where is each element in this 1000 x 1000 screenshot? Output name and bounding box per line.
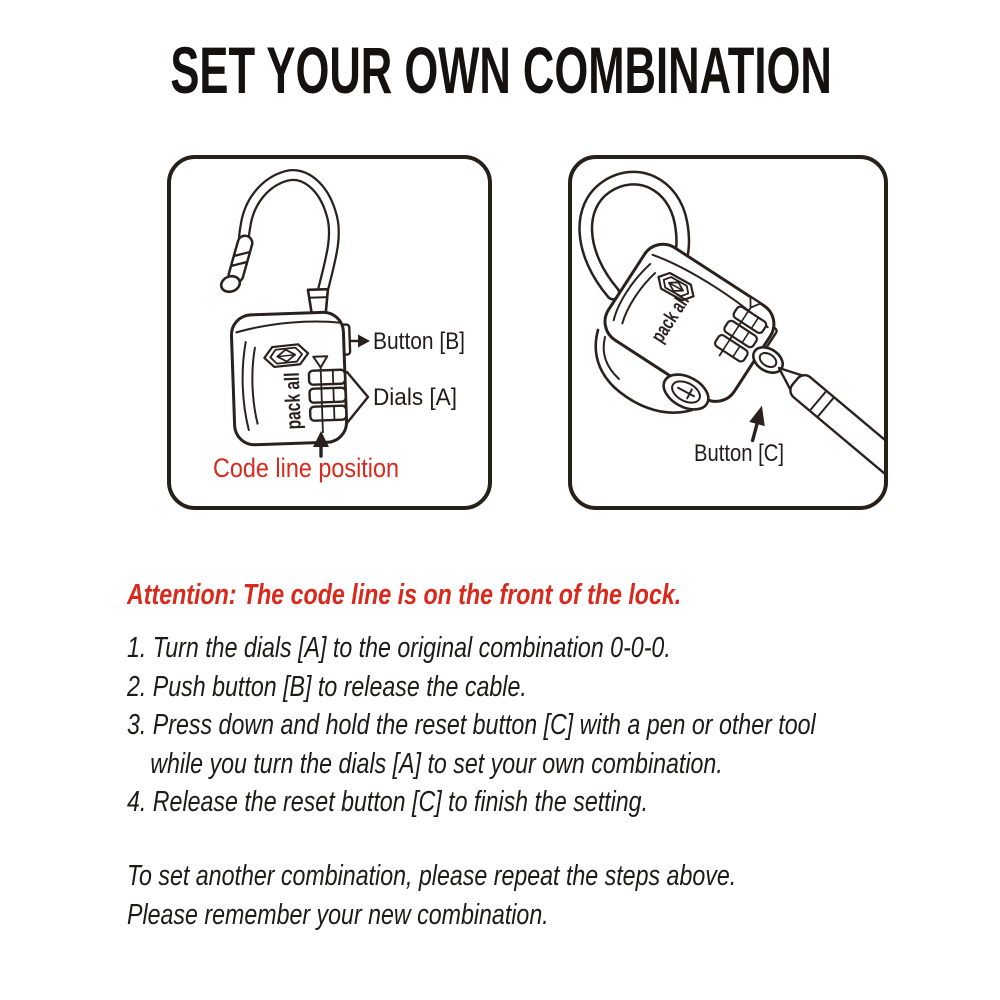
chevron-pointer-icon: [347, 372, 368, 423]
brand-text: pack all: [647, 273, 706, 347]
step-2: 2. Push button [B] to release the cable.: [127, 670, 527, 703]
step-1: 1. Turn the dials [A] to the original combination 0-0-0.: [127, 632, 671, 664]
page-title-text: SET YOUR OWN COMBINATION: [170, 33, 832, 107]
button-c-callout: [694, 404, 784, 467]
button-c-label: Button [C]: [694, 440, 784, 467]
dials-a-callout: [347, 372, 457, 423]
step-4: 4. Release the reset button [C] to finish the setting.: [127, 786, 649, 818]
instruction-steps: [127, 629, 967, 822]
step-3: 3. Press down and hold the reset button [C] with a pen or other tool: [127, 709, 816, 741]
cable-lock-illustration: [171, 159, 488, 506]
button-b-callout: [351, 328, 465, 355]
padlock-illustration: [572, 159, 884, 506]
footer-line-2: Please remember your new combination.: [127, 898, 549, 931]
footer-note: [127, 857, 927, 934]
cable-collar: [308, 289, 329, 314]
pen-icon: [771, 358, 884, 494]
step-3-continued: while you turn the dials [A] to set your own combination.: [150, 747, 723, 780]
footer-line-1: To set another combination, please repeat the steps above.: [127, 860, 737, 892]
cable-lock-panel: [167, 155, 492, 510]
brand-text: pack all: [280, 351, 306, 430]
dials-a: [309, 370, 347, 421]
cable: [219, 175, 334, 302]
lock-body: [230, 288, 353, 445]
up-arrow-icon: [749, 404, 769, 426]
padlock-panel: [568, 155, 888, 510]
dials-a-label: Dials [A]: [373, 384, 457, 411]
attention-note: Attention: The code line is on the front of the lock.: [127, 579, 682, 611]
button-b-label: Button [B]: [373, 328, 465, 355]
code-line-label: Code line position: [213, 453, 399, 483]
right-arrow-icon: [358, 335, 370, 348]
page-title: [0, 33, 1000, 107]
